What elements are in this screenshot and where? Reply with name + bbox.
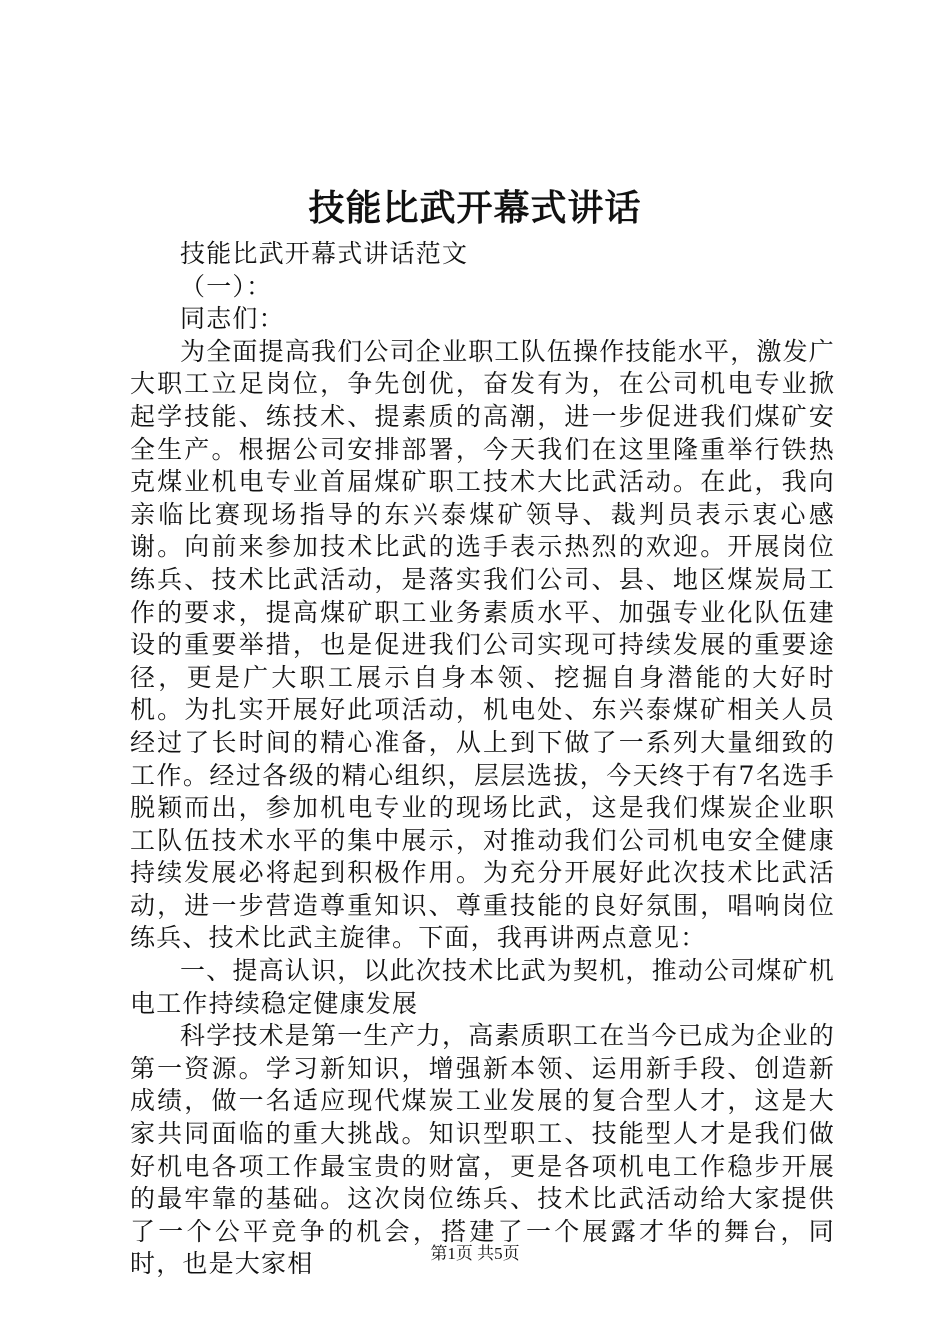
document-title: 技能比武开幕式讲话 xyxy=(308,187,642,229)
subtitle-paragraph: 技能比武开幕式讲话范文 xyxy=(180,239,469,268)
heading-paragraph: 一、提高认识，以此次技术比武为契机，推动公司煤矿机电工作持续稳定健康发展 xyxy=(130,956,836,1018)
body-paragraph: 科学技术是第一生产力，高素质职工在当今已成为企业的第一资源。学习新知识，增强新本领、运用新手段、创造新成绩，做一名适应现代煤炭工业发展的复合型人才，这是大家共同面临的重大挑战。知识型职工、技能型人才是我们做好机电各项工作最宝贵的财富，更是各项机电工作稳步开展的最牢靠的基础。这次岗位练兵、技术比武活动给大家提供了一个公平竞争的机会，搭建了一个展露才华的舞台，同时，也是大家相 xyxy=(130,1021,836,1279)
section-number-paragraph: （一）： xyxy=(180,271,273,301)
salutation-paragraph: 同志们： xyxy=(180,304,285,334)
body-paragraph: 为全面提高我们公司企业职工队伍操作技能水平，激发广大职工立足岗位，争先创优，奋发有为，在公司机电专业掀起学技能、练技术、提素质的高潮，进一步促进我们煤矿安全生产。根据公司安排部署，今天我们在这里隆重举行铁热克煤业机电专业首届煤矿职工技术大比武活动。在此，我向亲临比赛现场指导的东兴泰煤矿领导、裁判员表示衷心感谢。向前来参加技术比武的选手表示热烈的欢迎。开展岗位练兵、技术比武活动，是落实我们公司、县、地区煤炭局工作的要求，提高煤矿职工业务素质水平、加强专业化队伍建设的重要举措，也是促进我们公司实现可持续发展的重要途径，更是广大职工展示自身本领、挖掘自身潜能的大好时机。为扎实开展好此项活动，机电处、东兴泰煤矿相关人员经过了长时间的精心准备，从上到下做了一系列大量细致的工作。经过各级的精心组织，层层选拔，今天终于有7名选手脱颖而出，参加机电专业的现场比武，这是我们煤炭企业职工队伍技术水平的集中展示，对推动我们公司机电安全健康持续发展必将起到积极作用。为充分开展好此次技术比武活动，进一步营造尊重知识、尊重技能的良好氛围，唱响岗位练兵、技术比武主旋律。下面，我再讲两点意见： xyxy=(130,336,836,953)
document-body xyxy=(130,238,835,1281)
page-footer: 第1页 共5页 xyxy=(430,1244,520,1263)
